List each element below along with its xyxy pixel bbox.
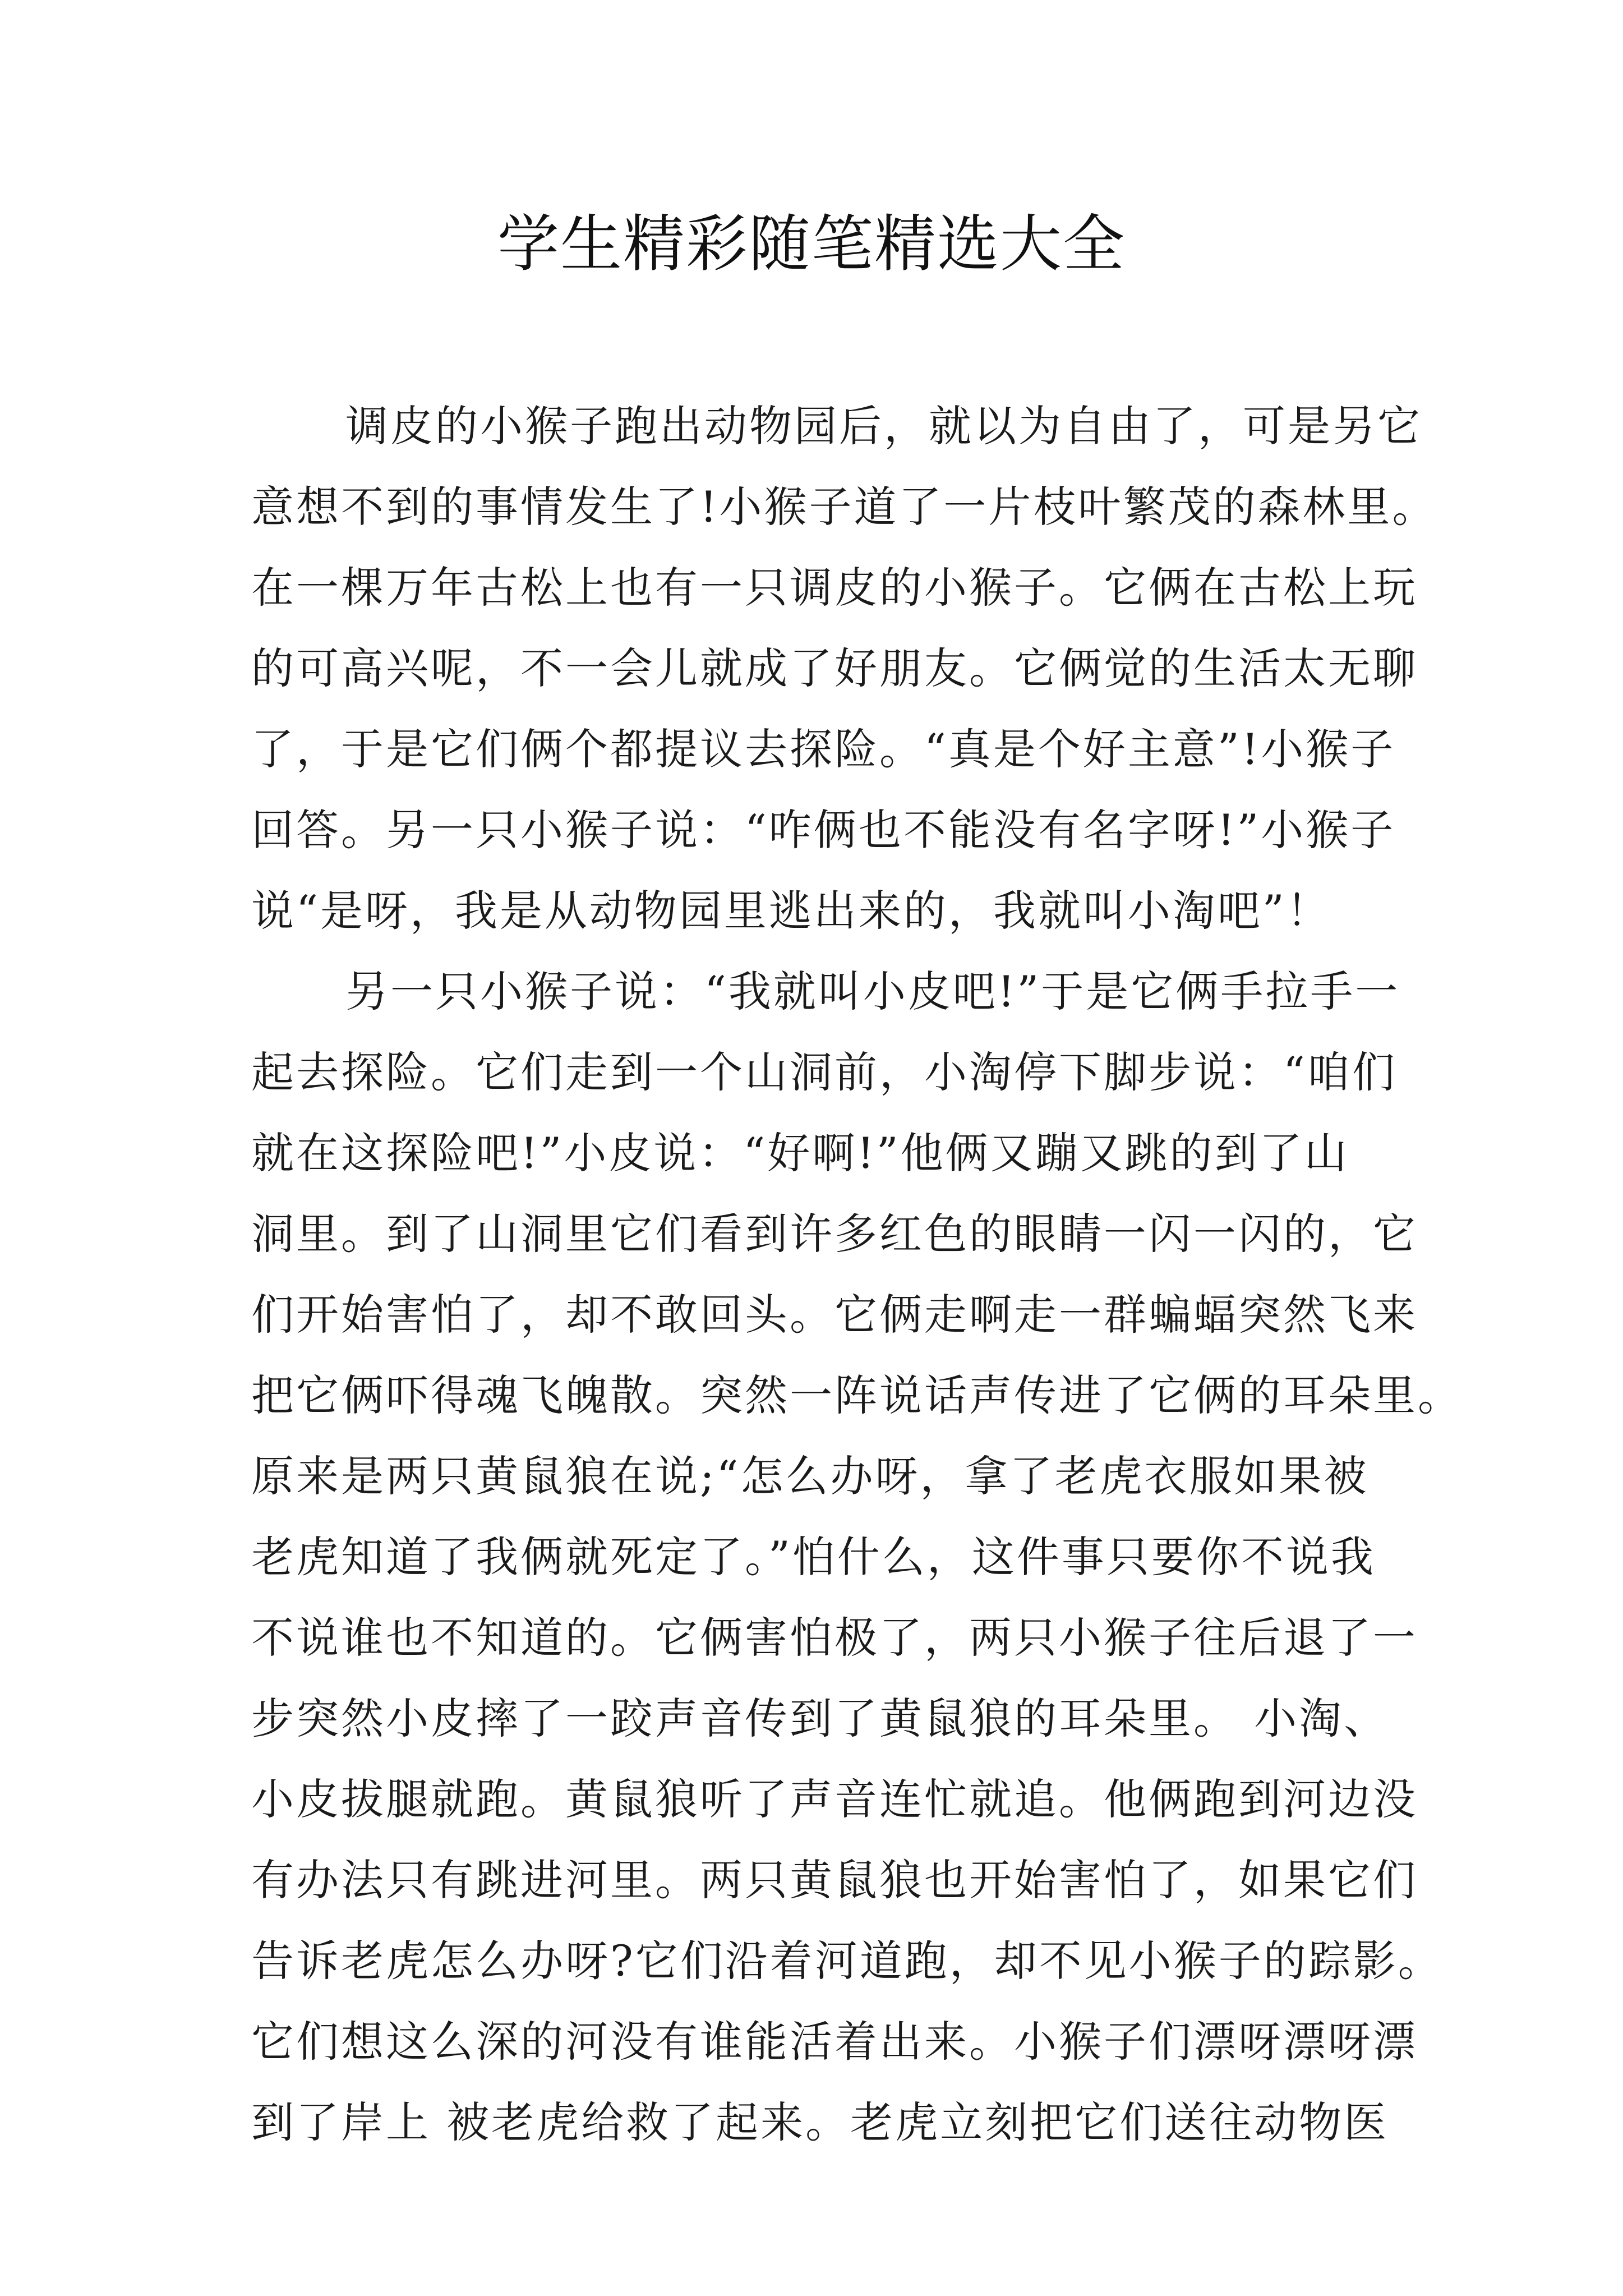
document-title: 学生精彩随笔精选大全 bbox=[497, 208, 1126, 280]
paragraph-line: 们开始害怕了，却不敢回头。它俩走啊走一群蝙蝠突然飞来 bbox=[251, 1290, 1418, 1340]
paragraph-line: 洞里。到了山洞里它们看到许多红色的眼睛一闪一闪的，它 bbox=[251, 1209, 1418, 1259]
paragraph-line: 在一棵万年古松上也有一只调皮的小猴子。它俩在古松上玩 bbox=[251, 563, 1418, 613]
paragraph-line: 回答。另一只小猴子说：“咋俩也不能没有名字呀!”小猴子 bbox=[251, 805, 1396, 855]
paragraph-line: 小皮拔腿就跑。黄鼠狼听了声音连忙就追。他俩跑到河边没 bbox=[251, 1774, 1418, 1824]
paragraph-line: 原来是两只黄鼠狼在说;“怎么办呀，拿了老虎衣服如果被 bbox=[251, 1451, 1369, 1501]
paragraph-line: 告诉老虎怎么办呀?它们沿着河道跑，却不见小猴子的踪影。 bbox=[251, 1936, 1443, 1986]
paragraph-line: 步突然小皮摔了一跤声音传到了黄鼠狼的耳朵里。 小淘、 bbox=[251, 1694, 1389, 1743]
paragraph-line: 的可高兴呢，不一会儿就成了好朋友。它俩觉的生活太无聊 bbox=[251, 643, 1418, 693]
paragraph-line: 起去探险。它们走到一个山洞前，小淘停下脚步说：“咱们 bbox=[251, 1047, 1397, 1097]
paragraph-line: 说“是呀，我是从动物园里逃出来的，我就叫小淘吧”！ bbox=[251, 886, 1331, 936]
paragraph-line: 把它俩吓得魂飞魄散。突然一阵说话声传进了它俩的耳朵里。 bbox=[251, 1370, 1463, 1420]
document-body bbox=[251, 386, 1463, 2163]
paragraph-line: 就在这探险吧!”小皮说：“好啊!”他俩又蹦又跳的到了山 bbox=[251, 1128, 1349, 1178]
paragraph-line: 调皮的小猴子跑出动物园后，就以为自由了，可是另它 bbox=[345, 401, 1422, 451]
paragraph-line: 它们想这么深的河没有谁能活着出来。小猴子们漂呀漂呀漂 bbox=[251, 2017, 1418, 2067]
paragraph-line: 了，于是它们俩个都提议去探险。“真是个好主意”!小猴子 bbox=[251, 724, 1396, 774]
paragraph-line: 另一只小猴子说：“我就叫小皮吧!”于是它俩手拉手一 bbox=[345, 967, 1400, 1016]
paragraph-line: 老虎知道了我俩就死定了。”怕什么，这件事只要你不说我 bbox=[251, 1532, 1376, 1582]
paragraph-line: 有办法只有跳进河里。两只黄鼠狼也开始害怕了，如果它们 bbox=[251, 1855, 1418, 1905]
paragraph-line: 到了岸上 被老虎给救了起来。老虎立刻把它们送往动物医 bbox=[251, 2097, 1389, 2147]
paragraph-line: 不说谁也不知道的。它俩害怕极了，两只小猴子往后退了一 bbox=[251, 1613, 1418, 1663]
paragraph-line: 意想不到的事情发生了!小猴子道了一片枝叶繁茂的森林里。 bbox=[251, 482, 1437, 532]
